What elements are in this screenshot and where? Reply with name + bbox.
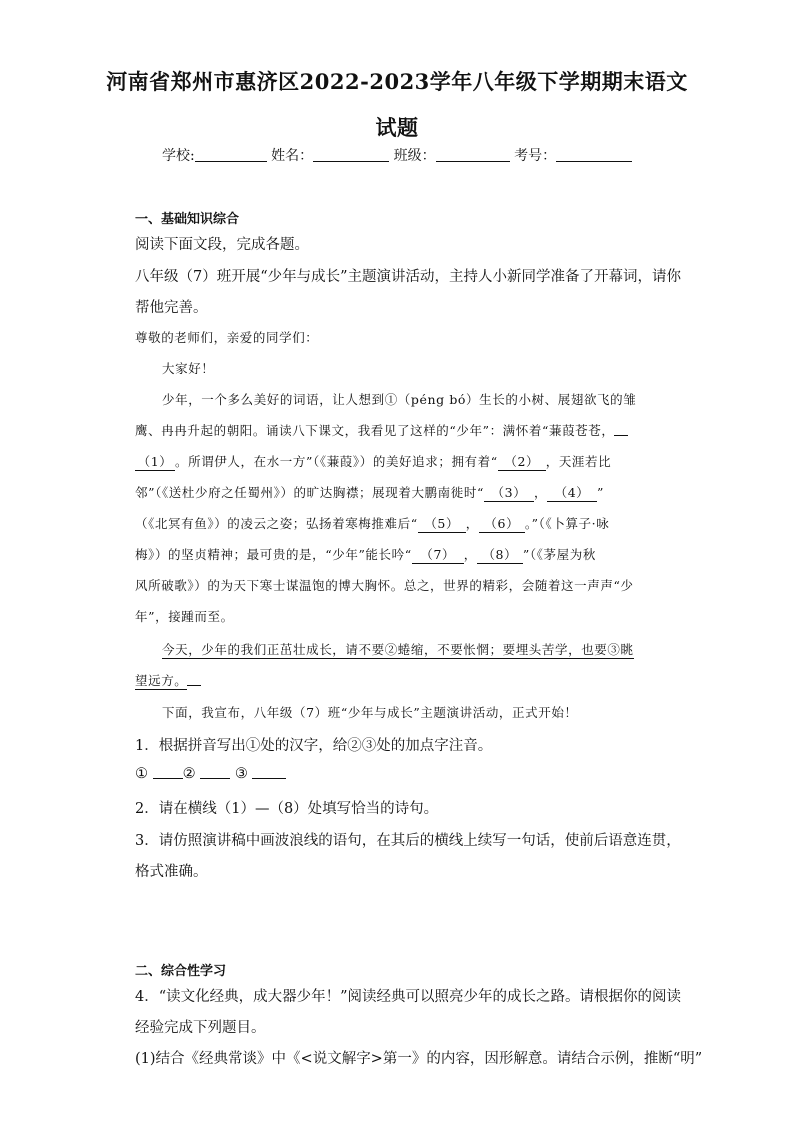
circled-one: ① (135, 766, 148, 782)
question-3-line-1: 3．请仿照演讲稿中画波浪线的语句，在其后的横线上续写一句话，使前后语意连贯， (135, 833, 681, 849)
question-4-line-1: 4．“读文化经典，成大器少年！”阅读经典可以照亮少年的成长之路。请根据你的阅读 (135, 989, 682, 1005)
answer-blank[interactable] (153, 766, 183, 779)
speech-greeting: 大家好！ (162, 361, 215, 376)
class-field[interactable] (436, 147, 510, 162)
speech-salutation: 尊敬的老师们，亲爱的同学们： (135, 330, 319, 345)
speech-text: 鹰、冉冉升起的朝阳。诵读八下课文，我看见了这样的“少年”：满怀着“蒹葭苍苍， (135, 423, 615, 438)
school-field[interactable] (195, 147, 267, 162)
answer-blank-6[interactable]: （6） (479, 514, 525, 533)
student-info-row (162, 145, 632, 165)
question-3-line-2: 格式准确。 (135, 864, 208, 880)
school-label: 学校: (162, 148, 195, 164)
speech-text: 邻”（《送杜少府之任蜀州》）的旷达胸襟；展现着大鹏南徙时“ (135, 485, 484, 500)
underlined-text: 望远方。 (135, 673, 188, 688)
speech-text: ， (533, 485, 548, 500)
circled-two: ② (182, 766, 196, 782)
page-title: 河南省郑州市惠济区2022-2023学年八年级下学期期末语文 (106, 69, 688, 94)
speech-text: （《北冥有鱼》）的凌云之姿；弘扬着寒梅推难后“ (135, 516, 418, 531)
context-line-2: 帮他完善。 (135, 300, 208, 316)
answer-blank-2[interactable]: （2） (498, 452, 546, 471)
question-4-1: (1)结合《经典常谈》中《<说文解字>第一》的内容，因形解意。请结合示例，推断“明” (135, 1051, 703, 1067)
instruction-text: 阅读下面文段，完成各题。 (135, 237, 309, 253)
wavy-underline-sentence (162, 640, 634, 658)
class-label: 班级： (393, 148, 436, 164)
question-1-answer-row (135, 766, 286, 782)
answer-blank-8[interactable]: （8） (477, 545, 523, 564)
answer-blank[interactable] (200, 766, 230, 779)
answer-blank[interactable] (252, 766, 286, 779)
answer-blank[interactable] (614, 423, 628, 436)
answer-blank-7[interactable]: （7） (412, 545, 464, 564)
name-field[interactable] (313, 147, 389, 162)
question-2: 2．请在横线（1）—（8）处填写恰当的诗句。 (135, 801, 439, 817)
speech-closing: 下面，我宣布，八年级（7）班“少年与成长”主题演讲活动，正式开始！ (162, 705, 578, 720)
speech-text: 梅》）的坚贞精神；最可贵的是，“少年”能长吟“ (135, 547, 412, 562)
speech-line (135, 421, 628, 439)
context-line-1: 八年级（7）班开展“少年与成长”主题演讲活动，主持人小新同学准备了开幕词，请你 (135, 269, 682, 285)
speech-line: 年”，接踵而至。 (135, 609, 234, 624)
underlined-text: 今天，少年的我们正茁壮成长，请不要②蜷缩，不要怅惘；要埋头苦学，也要③眺 (162, 642, 634, 657)
speech-line: 风所破歌》）的为天下寒士谋温饱的博大胸怀。总之，世界的精彩，会随着这一声声“少 (135, 578, 634, 593)
answer-blank-1[interactable]: （1） (135, 452, 175, 471)
speech-line (135, 514, 609, 533)
answer-blank-4[interactable]: （4） (547, 483, 597, 502)
speech-text: 。所谓伊人，在水一方”（《蒹葭》）的美好追求；拥有着“ (175, 454, 498, 469)
wavy-underline-sentence-end (135, 671, 201, 689)
answer-blank-5[interactable]: （5） (418, 514, 466, 533)
question-1: 1．根据拼音写出①处的汉字，给②③处的加点字注音。 (135, 738, 493, 754)
name-label: 姓名： (271, 148, 314, 164)
speech-text: ”（《茅屋为秋 (522, 547, 596, 562)
page-title-line2: 试题 (375, 115, 419, 140)
circled-three: ③ (234, 766, 248, 782)
speech-line (135, 452, 611, 471)
speech-text: ， (465, 516, 479, 531)
speech-text: 。”（《卜算子·咏 (524, 516, 610, 531)
speech-text: ，天涯若比 (545, 454, 612, 469)
exam-number-label: 考号： (514, 148, 557, 164)
answer-blank-3[interactable]: （3） (484, 483, 534, 502)
exam-number-field[interactable] (556, 147, 632, 162)
speech-text: ” (597, 485, 605, 500)
speech-line (135, 483, 604, 502)
continuation-blank[interactable] (187, 673, 201, 686)
speech-text: ， (463, 547, 477, 562)
question-4-line-2: 经验完成下列题目。 (135, 1020, 266, 1036)
section-heading-1: 一、基础知识综合 (135, 212, 240, 227)
speech-line (135, 545, 596, 564)
speech-line: 少年，一个多么美好的词语，让人想到①（péng bó）生长的小树、展翅欲飞的雏 (162, 392, 637, 407)
section-heading-2: 二、综合性学习 (135, 964, 227, 979)
